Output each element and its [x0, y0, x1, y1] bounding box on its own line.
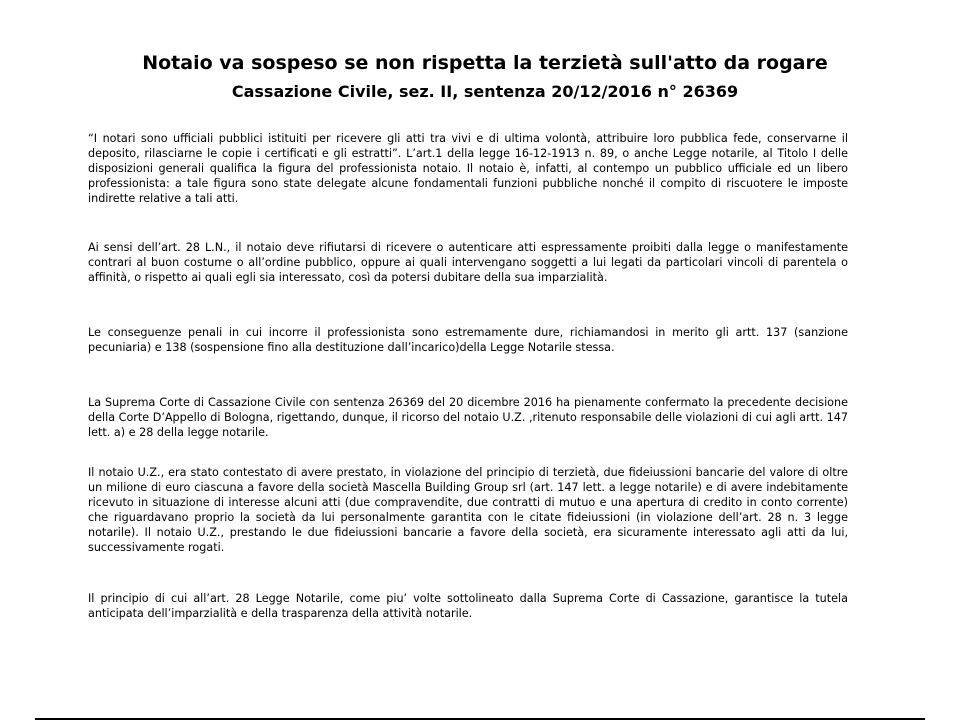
paragraph-3: Le conseguenze penali in cui incorre il professionista sono estremamente dure, richiamandosi in merito gli artt. 137 (sanzione pecuniaria) e 138 (sospensione fino alla destituzione dall’incarico)della Legge Notarile stessa.	[88, 326, 848, 354]
paragraph-2: Ai sensi dell’art. 28 L.N., il notaio deve rifiutarsi di ricevere o autenticare atti espressamente proibiti dalla legge o manifestamente contrari al buon costume o all’ordine pubblico, oppure ai quali intervengano soggetti a lui legati da particolari vincoli di parentela o affinità, o rispetto ai quali egli sia interessato, così da potersi dubitare della sua imparzialità.	[88, 241, 848, 284]
document-subtitle: Cassazione Civile, sez. II, sentenza 20/12/2016 n° 26369	[231, 82, 739, 101]
paragraph-6: Il principio di cui all’art. 28 Legge Notarile, come piu’ volte sottolineato dalla Suprema Corte di Cassazione, garantisce la tutela anticipata dell’imparzialità e della trasparenza della attività notarile.	[88, 592, 848, 620]
paragraph-1: “I notari sono ufficiali pubblici istituiti per ricevere gli atti tra vivi e di ultima volontà, attribuire loro pubblica fede, conservarne il deposito, rilasciarne le copie i certificati e gli estratti”. L’art.1 della legge 16-12-1913 n. 89, o anche Legge notarile, al Titolo I delle disposizioni generali qualifica la figura del professionista notaio. Il notaio è, infatti, al contempo un pubblico ufficiale ed un libero professionista: a tale figura sono state delegate alcune fondamentali funzioni pubbliche nonché il compito di riscuotere le imposte indirette relative a tali atti.	[88, 132, 848, 205]
paragraph-4: La Suprema Corte di Cassazione Civile con sentenza 26369 del 20 dicembre 2016 ha pienamente confermato la precedente decisione della Corte D’Appello di Bologna, rigettando, dunque, il ricorso del notaio U.Z. ,ritenuto responsabile delle violazioni di cui agli artt. 147 lett. a) e 28 della legge notarile.	[88, 396, 848, 439]
document-title: Notaio va sospeso se non rispetta la terzietà sull'atto da rogare	[142, 52, 828, 74]
paragraph-5: Il notaio U.Z., era stato contestato di avere prestato, in violazione del principio di terzietà, due fideiussioni bancarie del valore di oltre un milione di euro ciascuna a favore della società Mascella Building Group srl (art. 147 lett. a legge notarile) e di avere indebitamente ricevuto in situazione di interesse alcuni atti (due compravendite, due contratti di mutuo e una apertura di credito in conto corrente) che riguardavano proprio la società da lui personalmente garantita con le citate fideiussioni (in violazione dell’art. 28 n. 3 legge notarile). Il notaio U.Z., prestando le due fideiussioni bancarie a favore della società, era sicuramente interessato agli atti da lui, successivamente rogati.	[88, 466, 848, 554]
